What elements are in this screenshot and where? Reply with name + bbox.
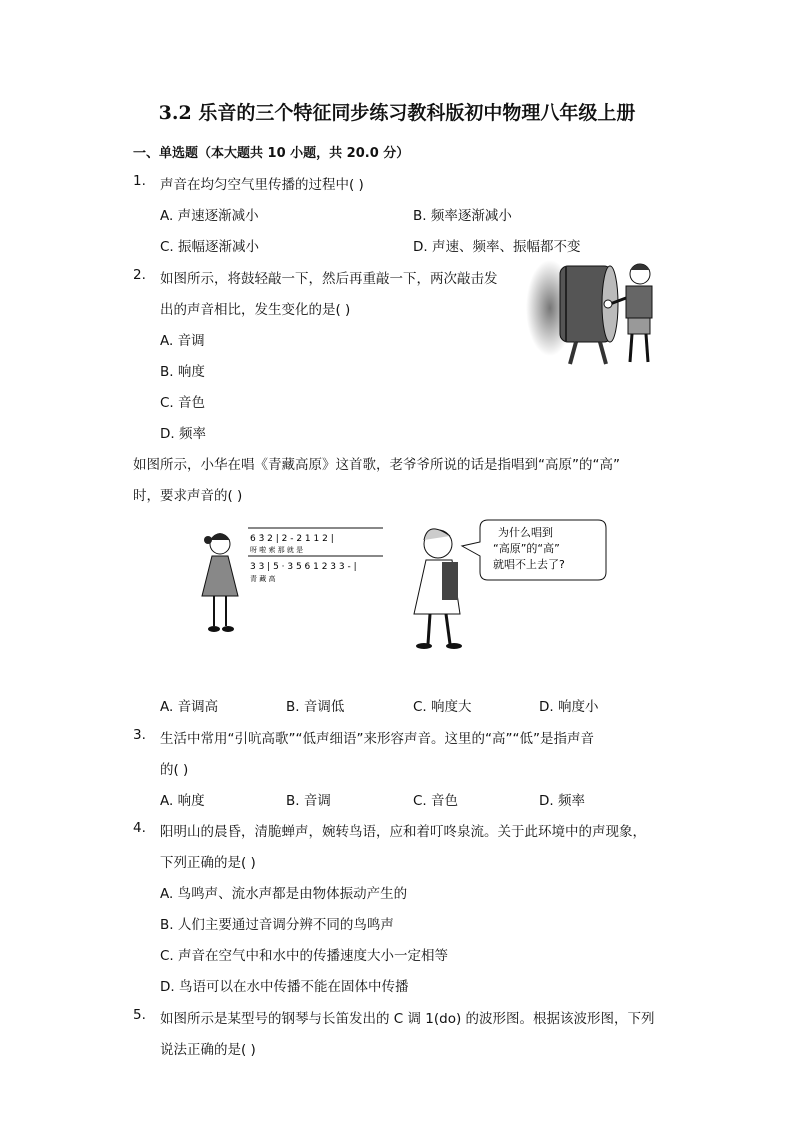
question-stem-line-1: 如图所示是某型号的钢琴与长笛发出的 C 调 1(do) 的波形图。根据该波形图，下列 xyxy=(160,1011,655,1027)
question-stem-line-2: 说法正确的是( ) xyxy=(160,1042,256,1058)
drum-illustration xyxy=(520,258,660,366)
question-number: 4. xyxy=(133,820,146,836)
question-number: 5. xyxy=(133,1007,146,1023)
question-stem-line-2: 的( ) xyxy=(160,762,189,778)
option-d: D. 鸟语可以在水中传播不能在固体中传播 xyxy=(160,979,409,995)
question-number: 2. xyxy=(133,267,146,283)
section-heading: 一、单选题（本大题共 10 小题，共 20.0 分） xyxy=(133,146,410,161)
option-d: D. 响度小 xyxy=(539,699,599,715)
option-b: B. 音调 xyxy=(286,793,331,809)
question-stem-line-2: 下列正确的是( ) xyxy=(160,855,256,871)
option-a: A. 鸟鸣声、流水声都是由物体振动产生的 xyxy=(160,886,408,902)
option-d: D. 声速、频率、振幅都不变 xyxy=(413,239,581,255)
option-a: A. 音调 xyxy=(160,333,205,349)
option-c: C. 声音在空气中和水中的传播速度大小一定相等 xyxy=(160,948,449,964)
option-c: C. 响度大 xyxy=(413,699,472,715)
question-stem-line-2: 时，要求声音的( ) xyxy=(133,488,243,504)
option-d: D. 频率 xyxy=(539,793,585,809)
option-b: B. 频率逐渐减小 xyxy=(413,208,512,224)
question-stem-line-1: 生活中常用“引吭高歌”“低声细语”来形容声音。这里的“高”“低”是指声音 xyxy=(160,731,594,747)
option-c: C. 振幅逐渐减小 xyxy=(160,239,260,255)
option-c: C. 音色 xyxy=(160,395,206,411)
option-c: C. 音色 xyxy=(413,793,459,809)
question-number: 1. xyxy=(133,173,146,189)
question-stem: 声音在均匀空气里传播的过程中( ) xyxy=(160,177,364,193)
bubble-line-1: 为什么唱到 xyxy=(498,526,553,539)
option-b: B. 音调低 xyxy=(286,699,345,715)
option-a: A. 音调高 xyxy=(160,699,219,715)
option-d: D. 频率 xyxy=(160,426,206,442)
option-b: B. 人们主要通过音调分辨不同的鸟鸣声 xyxy=(160,917,394,933)
question-number: 3. xyxy=(133,727,146,743)
question-stem-line-1: 如图所示，将鼓轻敲一下，然后再重敲一下，两次敲击发 xyxy=(160,271,498,287)
lyric-bottom: 青 藏 高 xyxy=(250,575,276,583)
question-stem-line-2: 出的声音相比，发生变化的是( ) xyxy=(160,302,351,318)
score-top: 6 3̇ 2 | 2 - 2 1 1 2 | xyxy=(250,534,334,544)
bubble-line-2: “高原”的“高” xyxy=(493,542,560,555)
singing-illustration xyxy=(198,518,608,653)
lyric-top: 呀 啦 索 那 就 是 xyxy=(250,546,304,554)
question-stem-line-1: 阳明山的晨昏，清脆蝉声，婉转鸟语，应和着叮咚泉流。关于此环境中的声现象， xyxy=(160,824,646,840)
bubble-line-3: 就唱不上去了? xyxy=(493,558,565,571)
option-a: A. 响度 xyxy=(160,793,205,809)
page-title: 3.2 乐音的三个特征同步练习教科版初中物理八年级上册 xyxy=(158,102,636,124)
option-a: A. 声速逐渐减小 xyxy=(160,208,259,224)
score-bottom: 3 3 | 5 · 3 5 6 1 2 3 3 - | xyxy=(250,562,357,572)
option-b: B. 响度 xyxy=(160,364,205,380)
question-stem-line-1: 如图所示，小华在唱《青藏高原》这首歌，老爷爷所说的话是指唱到“高原”的“高” xyxy=(133,457,620,473)
